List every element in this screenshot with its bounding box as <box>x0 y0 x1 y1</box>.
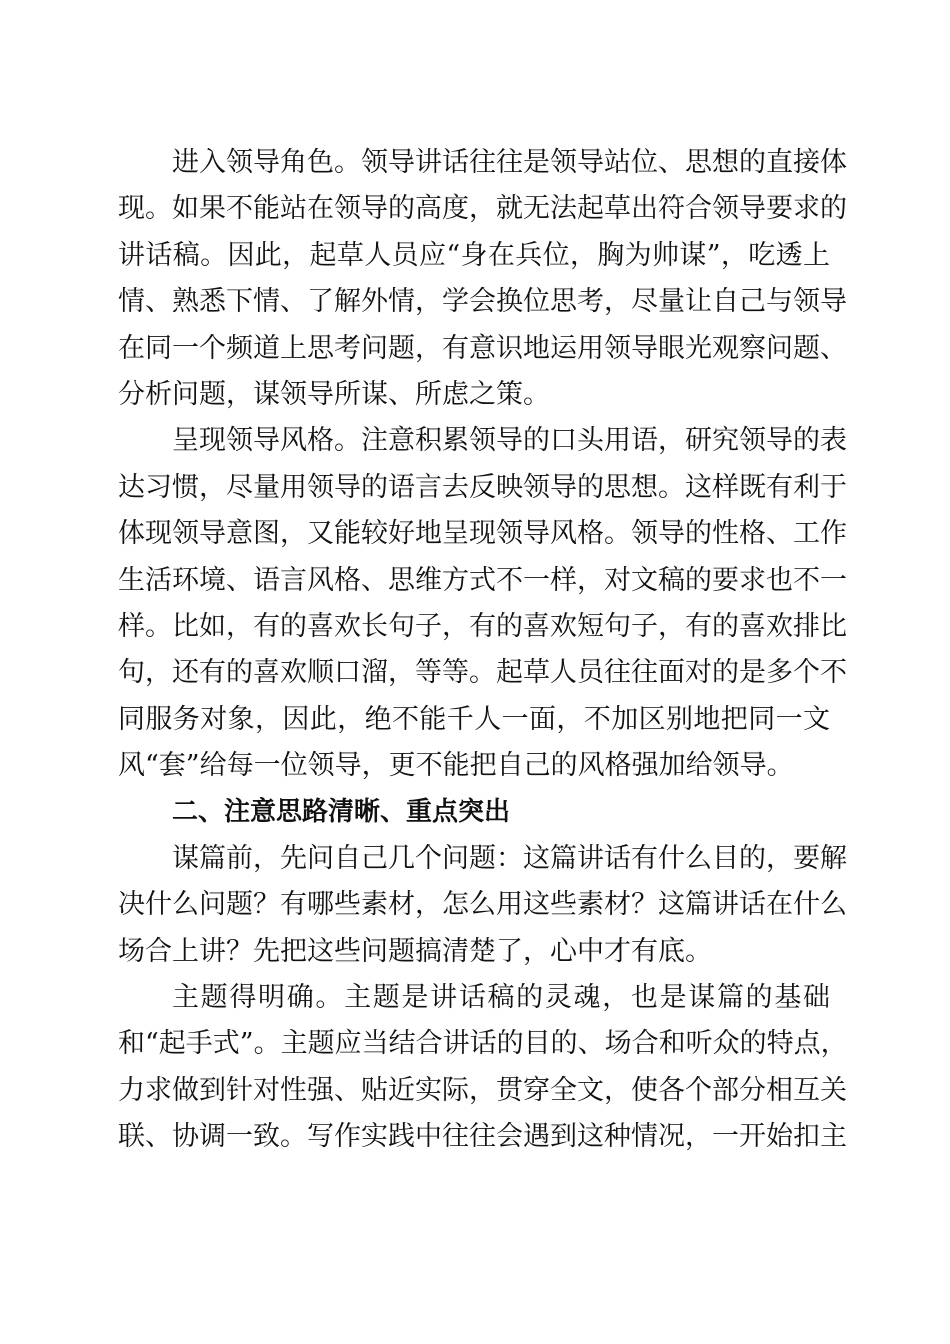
text-line: 风“套”给每一位领导，更不能把自己的风格强加给领导。 <box>118 750 794 782</box>
text-line: 场合上讲？先把这些问题搞清楚了，心中才有底。 <box>118 935 712 967</box>
text-line: 和“起手式”。主题应当结合讲话的目的、场合和听众的特点， <box>118 1028 848 1060</box>
document-body <box>118 140 848 1161</box>
text-line: 决什么问题？有哪些素材，怎么用这些素材？这篇讲话在什么 <box>118 889 847 921</box>
section-heading-text: 二、注意思路清晰、重点突出 <box>172 797 511 828</box>
text-line: 体现领导意图，又能较好地呈现领导风格。领导的性格、工作 <box>118 518 847 550</box>
text-line: 主题得明确。主题是讲话稿的灵魂，也是谋篇的基础 <box>172 982 830 1014</box>
paragraph-planning-questions <box>118 836 847 975</box>
text-line: 呈现领导风格。注意积累领导的口头用语，研究领导的表 <box>172 425 847 457</box>
text-line: 样。比如，有的喜欢长句子，有的喜欢短句子，有的喜欢排比 <box>118 610 847 642</box>
text-line: 句，还有的喜欢顺口溜，等等。起草人员往往面对的是多个不 <box>118 657 847 689</box>
text-line: 在同一个频道上思考问题，有意识地运用领导眼光观察问题、 <box>118 332 847 364</box>
text-line: 联、协调一致。写作实践中往往会遇到这种情况，一开始扣主 <box>118 1121 847 1153</box>
text-line: 分析问题，谋领导所谋、所虑之策。 <box>118 378 550 410</box>
section-heading <box>118 789 830 835</box>
paragraph-leader-style <box>118 418 847 789</box>
text-line: 生活环境、语言风格、思维方式不一样，对文稿的要求也不一 <box>118 564 847 596</box>
text-line: 现。如果不能站在领导的高度，就无法起草出符合领导要求的 <box>118 193 847 225</box>
paragraph-theme <box>118 975 848 1161</box>
text-line: 同服务对象，因此，绝不能千人一面，不加区别地把同一文 <box>118 703 830 735</box>
text-line: 进入领导角色。领导讲话往往是领导站位、思想的直接体 <box>172 147 847 178</box>
paragraph-leader-role <box>118 140 847 418</box>
text-line: 力求做到针对性强、贴近实际，贯穿全文，使各个部分相互关 <box>118 1074 847 1106</box>
text-line: 达习惯，尽量用领导的语言去反映领导的思想。这样既有利于 <box>118 471 847 503</box>
text-line: 讲话稿。因此，起草人员应“身在兵位，胸为帅谋”，吃透上 <box>118 239 830 271</box>
text-line: 谋篇前，先问自己几个问题：这篇讲话有什么目的，要解 <box>172 842 847 874</box>
text-line: 情、熟悉下情、了解外情，学会换位思考，尽量让自己与领导 <box>118 286 847 318</box>
